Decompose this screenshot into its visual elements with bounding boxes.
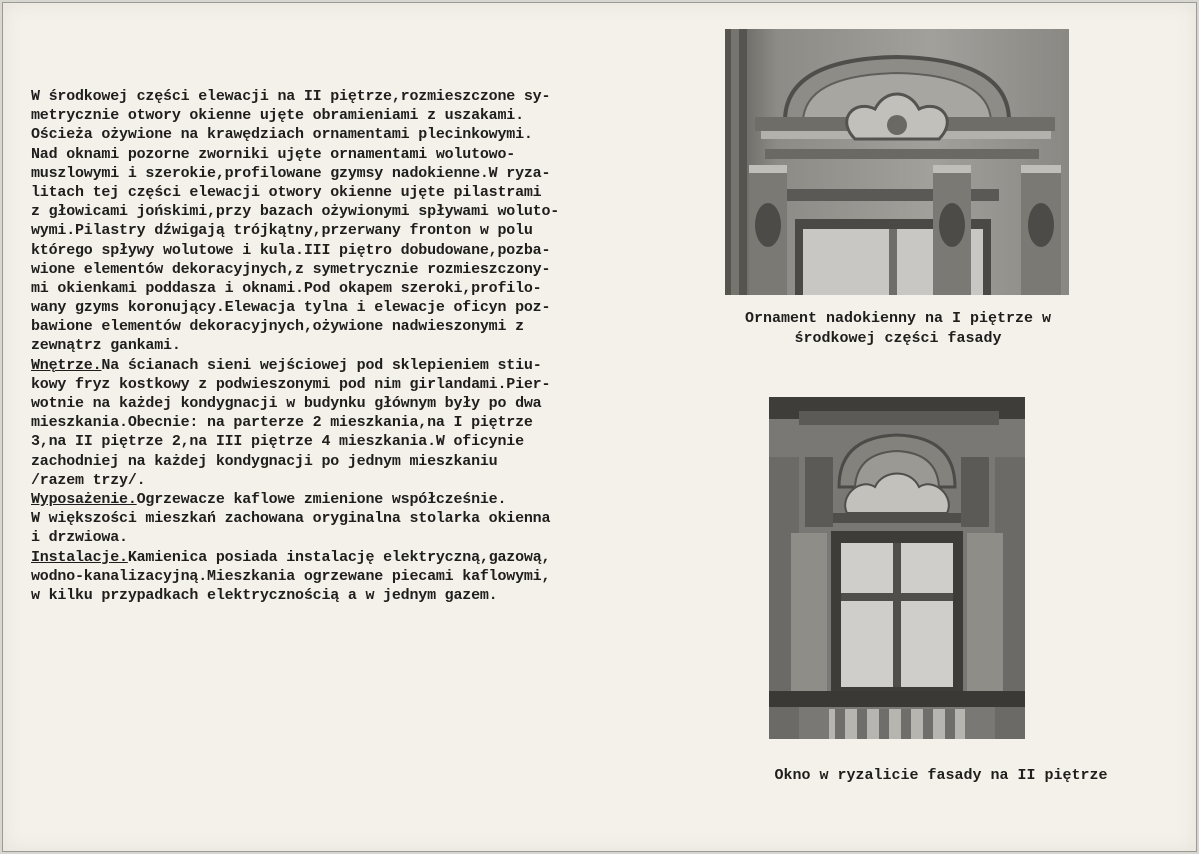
photo-caption-2: Okno w ryzalicie fasady na II piętrze [774,767,1108,784]
text-line: W środkowej części elewacji na II piętrze,rozmieszczone sy- [31,88,551,105]
text-line: wodno-kanalizacyjną.Mieszkania ogrzewane piecami kaflowymi, [31,567,551,585]
photo-caption-1: Ornament nadokienny na I piętrze w środkowej części fasady [744,310,1052,347]
description-text [31,87,691,605]
window-ornament-photo [725,29,1069,295]
text-line: W większości mieszkań zachowana oryginalna stolarka okienna [31,510,551,528]
section-text: Ogrzewacze kaflowe zmienione współcześnie. [136,490,507,508]
text-line: muszlowymi i szerokie,profilowane gzymsy nadokienne.W ryza- [31,164,551,182]
text-line: którego spływy wolutowe i kula.III piętro dobudowane,pozba- [31,241,551,259]
text-line: 3,na II piętrze 2,na III piętrze 4 mieszkania.W oficynie [31,433,524,451]
section-heading-instalacje: Instalacje. [31,548,128,566]
text-line: z głowicami jońskimi,przy bazach ożywionymi spływami woluto- [31,203,560,221]
text-line: litach tej części elewacji otwory okienne ujęte pilastrami [31,183,542,201]
archival-sheet [2,2,1197,852]
text-line: wany gzyms koronujący.Elewacja tylna i elewacje oficyn poz- [31,299,551,317]
text-line: wione elementów dekoracyjnych,z symetrycznie rozmieszczony- [31,260,551,278]
section-heading-wnetrze: Wnętrze. [31,356,102,374]
section-instalacje-first-line [31,548,691,567]
text-line: w kilku przypadkach elektrycznością a w jednym gazem. [31,586,498,604]
text-line: mi okienkami poddasza i oknami.Pod okapem szeroki,profilo- [31,279,542,297]
text-line: bawione elementów dekoracyjnych,ożywione nadwieszonymi z [31,318,524,336]
text-line: metrycznie otwory okienne ujęte obramieniami z uszakami. [31,107,524,125]
window-risalit-photo [769,397,1025,739]
text-line: /razem trzy/. [31,471,146,489]
text-line: wotnie na każdej kondygnacji w budynku głównym były po dwa [31,395,542,412]
section-wyposazenie-first-line [31,490,691,509]
text-line: zewnątrz gankami. [31,337,181,355]
text-line: mieszkania.Obecnie: na parterze 2 mieszkania,na I piętrze [31,414,533,432]
section-text: Kamienica posiada instalację elektryczną,gazową, [127,548,551,566]
text-line: kowy fryz kostkowy z podwieszonymi pod nim girlandami.Pier- [31,375,551,393]
text-line: i drzwiowa. [31,529,128,547]
section-heading-wyposazenie: Wyposażenie. [31,490,137,508]
text-line: Nad oknami pozorne zworniki ujęte ornamentami wolutowo- [31,145,516,163]
section-text: Na ścianach sieni wejściowej pod sklepieniem stiu- [101,356,542,374]
section-wnetrze-first-line [31,356,691,375]
text-line: Ościeża ożywione na krawędziach ornamentami plecinkowymi. [31,126,533,144]
text-line: zachodniej na każdej kondygnacji po jednym mieszkaniu [31,452,498,470]
text-line: wymi.Pilastry dźwigają trójkątny,przerwany fronton w polu [31,222,533,240]
